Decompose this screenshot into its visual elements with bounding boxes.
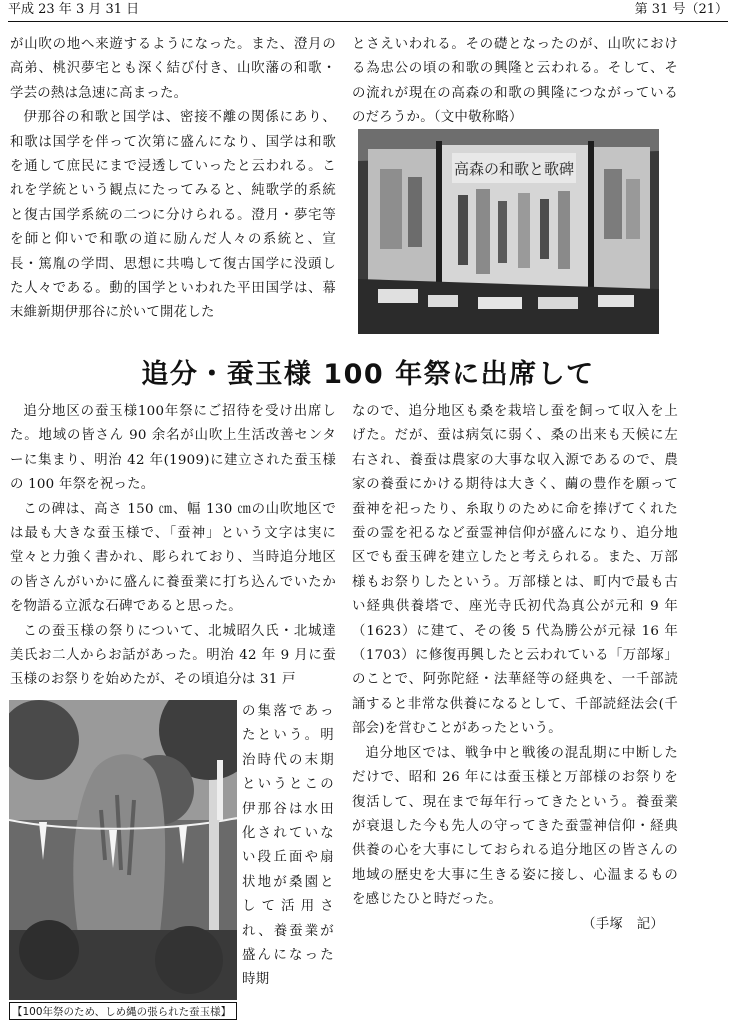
- article2-narrow-column: [242, 700, 334, 993]
- exhibit-sign-text: 高森の和歌と歌碑: [453, 160, 575, 178]
- article2-title: 追分・蚕玉様 100 年祭に出席して: [141, 359, 595, 390]
- article2-paragraph: この碑は、高さ 150 ㎝、幅 130 ㎝の山吹地区では最も大きな蚕玉様で、「蚕神」という文字は実に堂々と力強く書かれ、彫られており、当時追分地区の皆さんがいかに盛んに養蚕業に打ち込んでいたかを物語る立派な石碑であると思った。: [10, 501, 336, 615]
- article2-paragraph: なので、追分地区も桑を栽培し蚕を飼って収入を上げた。だが、蚕は病気に弱く、桑の出来も天候に左右され、養蚕は農家の大事な収入源であるので、農家の養蚕にかける期待は大きく、繭の豊作を願って蚕神を祀ったり、糸取りのために命を捧げてくれた蚕の霊を祀るなど蚕霊神信仰が盛んになり、追分地区でも蚕玉碑を建立したと考えられる。また、万部様もお祭りしたという。万部様とは、町内で最も古い経典供養塔で、座光寺氏初代為真公が元和 9 年（1623）に建て、その後 5 代為勝公が元禄 16 年（1703）に修復再興したと云われている「万部塚」のことで、阿弥陀経・法華経等の経典を、一千部読誦すると非常な供養になるとして、千部読経法会(千部会)を営むことがあったという。: [352, 404, 678, 737]
- article2-narrow-text: の集落であったという。明治時代の末期というとこの伊那谷は水田化されていない段丘面や扇状地が桑園として活用され、養蚕業が盛んになった時期: [242, 704, 334, 988]
- article1-right-column: [352, 33, 678, 131]
- issue-number: 第 31 号（21）: [634, 2, 728, 17]
- author-signature: （手塚 記）: [582, 916, 664, 932]
- article2-right-column: [352, 400, 678, 937]
- article1-left-column: [10, 33, 336, 326]
- article2-left-column: [10, 400, 336, 693]
- header-rule: [8, 21, 728, 22]
- exhibit-photo: [358, 129, 659, 334]
- exhibit-photo-image: [358, 129, 659, 334]
- article2-paragraph: 追分地区では、戦争中と戦後の混乱期に中断しただけで、昭和 26 年には蚕玉様と万部様のお祭りを復活して、現在まで毎年行ってきたという。養蚕業が衰退した今も先人の守ってきた蚕霊神信仰・経典供養の心を大事にしておられる追分地区の皆さんの地域の歴史を大事に生きる姿に接し、心温まるものを感じたひと時だった。: [352, 745, 678, 908]
- article2-paragraph: この蚕玉様の祭りについて、北城昭久氏・北城達美氏お二人からお話があった。明治 42 年 9 月に蚕玉様のお祭りを始めたが、その頃追分は 31 戸: [10, 623, 336, 688]
- article2-paragraph: 追分地区の蚕玉様100年祭にご招待を受け出席した。地域の皆さん 90 余名が山吹上生活改善センターに集まり、明治 42 年(1909)に建立された蚕玉様の 100 年祭を祝った。: [10, 404, 336, 493]
- issue-date: 平成 23 年 3 月 31 日: [8, 2, 140, 17]
- article1-paragraph: とさえいわれる。その礎となったのが、山吹における為忠公の頃の和歌の興隆と云われる。そして、その流れが現在の高森の和歌の興隆につながっているのだろうか。（文中敬称略）: [352, 37, 678, 126]
- shrine-photo: [9, 700, 237, 1000]
- shrine-photo-caption: 【100年祭のため、しめ縄の張られた蚕玉様】: [9, 1002, 237, 1020]
- article1-paragraph: 伊那谷の和歌と国学は、密接不離の関係にあり、和歌は国学を伴って次第に盛んになり、国学は和歌を通して庶民にまで浸透していったと云われる。これを学統という観点にたってみると、純歌学的系統と復古国学系統の二つに分けられる。澄月・夢宅等を師と仰いで和歌の道に励んだ人々の系統と、宣長・篤胤の学問、思想に共鳴して復古国学に没頭した人々である。動的国学といわれた平田国学は、幕末維新期伊那谷に於いて開花した: [10, 110, 336, 321]
- page-header: [8, 0, 728, 22]
- shrine-photo-image: [9, 700, 237, 1000]
- article1-paragraph: が山吹の地へ来遊するようになった。また、澄月の高弟、桃沢夢宅とも深く結び付き、山吹藩の和歌・学芸の熱は急速に高まった。: [10, 37, 336, 101]
